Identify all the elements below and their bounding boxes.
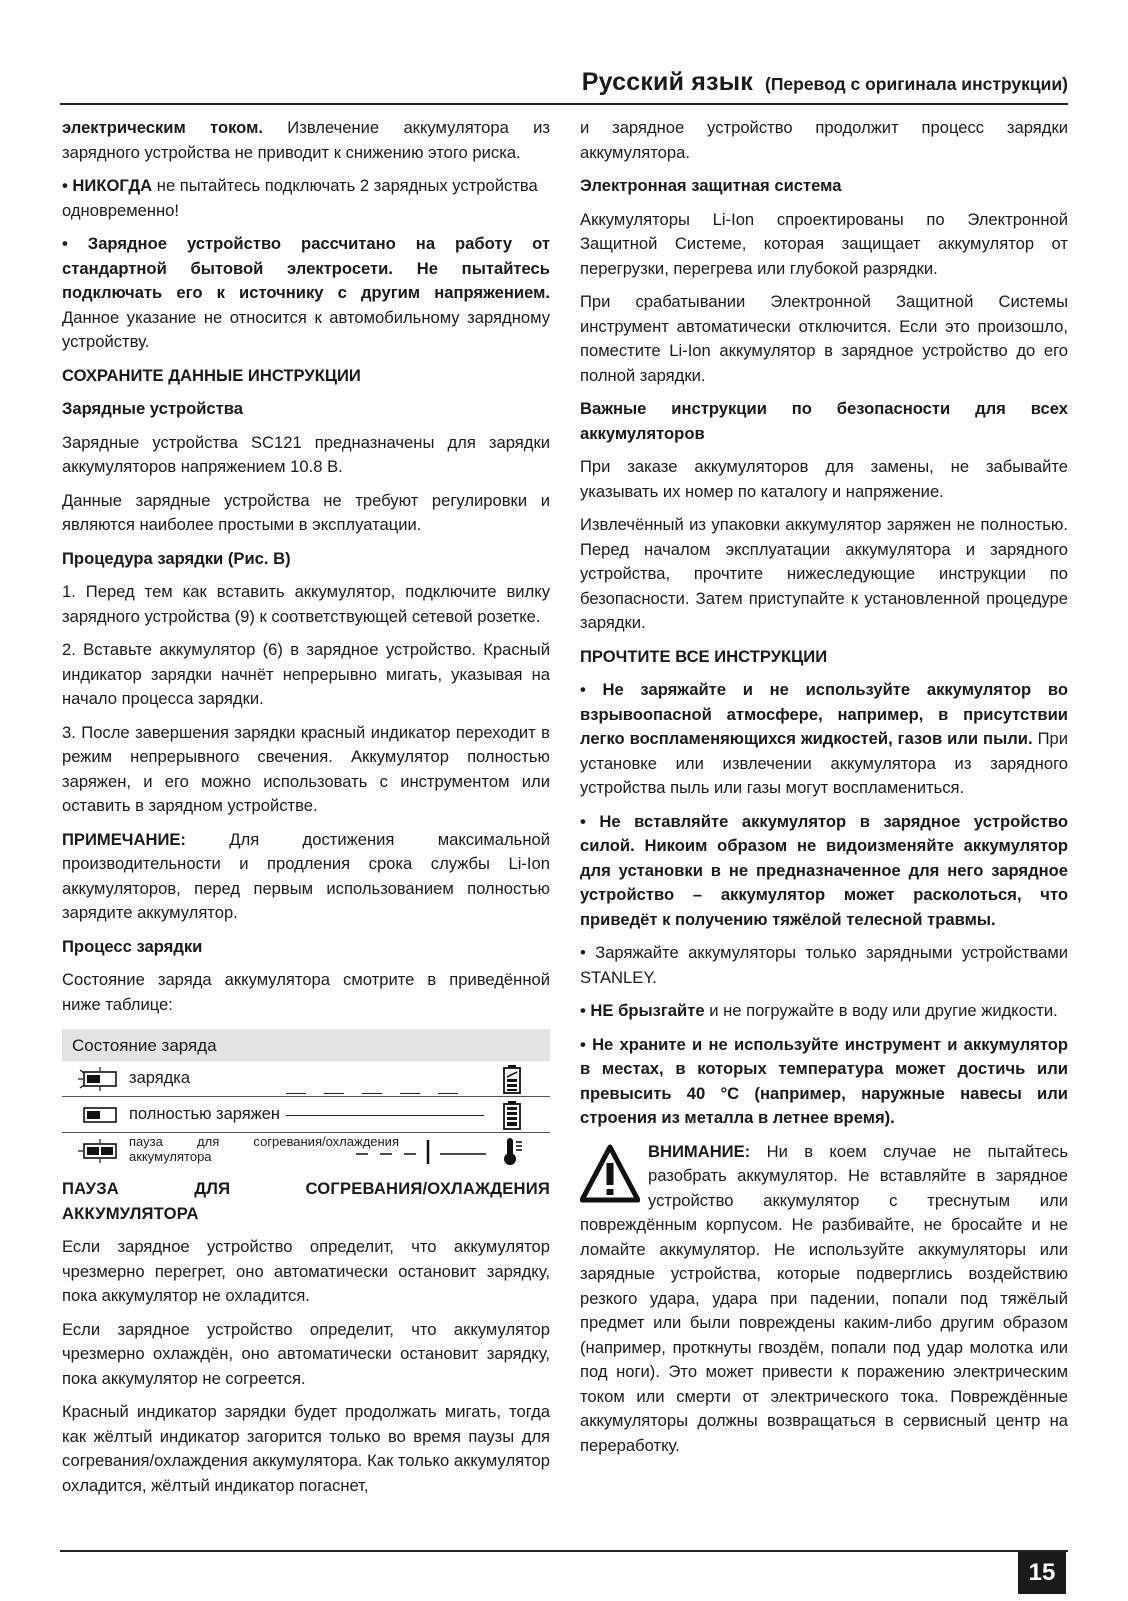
body-text: Извлечение аккумулятора из зарядного устройства не приводит к снижению этого риска.: [62, 118, 550, 162]
heading-read-all: ПРОЧТИТЕ ВСЕ ИНСТРУКЦИИ: [580, 646, 828, 666]
paragraph: Аккумуляторы Li-Ion спроектированы по Электронной Защитной Системе, которая защищает аккумулятор от перегрузки, перегрева или глубокой разрядки.: [580, 209, 1068, 278]
pause-pattern: [356, 1137, 486, 1165]
row-label: полностью заряжен: [129, 1105, 281, 1123]
heading-charging-procedure: Процедура зарядки (Рис. B): [62, 548, 291, 568]
note-label: ПРИМЕЧАНИЕ:: [62, 829, 186, 849]
battery-charging-icon: [502, 1064, 522, 1094]
thermometer-icon: [502, 1136, 526, 1166]
body-text: Ни в коем случае не пытайтесь разобрать аккумулятор. Не вставляйте в зарядное устройство аккумулятор с треснутым или повреждённым корпусом. Не разбивайте, не бросайте и не ломайте аккумулятор. Не используйте аккумуляторы или зарядные устройства, которые подверглись воздействию резкого удара, удара при падении, попали под тяжёлый предмет или были повреждены каким-либо другим образом (например, проткнуты гвоздём, попали под удар молотка или под ноги). Это может привести к поражению электрическим током или смерти от электрического тока. Повреждённые аккумуляторы должны возвращаться в сервисный центр на переработку.: [580, 1141, 1068, 1455]
bold-text: • Не храните и не используйте инструмент и аккумулятор в местах, в которых температура может достичь или превысить 40 °C (например, наружные навесы или строения из металла в летнее время).: [580, 1034, 1068, 1127]
warning-text: [580, 1140, 1068, 1459]
paragraph: и зарядное устройство продолжит процесс зарядки аккумулятора.: [580, 118, 1068, 162]
charge-status-table: [62, 1029, 550, 1168]
bullet: [580, 810, 1068, 933]
paragraph: Состояние заряда аккумулятора смотрите в приведённой ниже таблице:: [62, 970, 550, 1014]
bullet: [580, 678, 1068, 801]
bullet: [580, 999, 1068, 1024]
right-column: [580, 116, 1068, 1467]
charger-led-pause-icon: [78, 1139, 122, 1163]
step-3: 3. После завершения зарядки красный индикатор переходит в режим непрерывного свечения. Аккумулятор полностью заряжен, и его можно использовать с инструментом или оставить в зарядном устройстве.: [62, 722, 550, 815]
paragraph: Если зарядное устройство определит, что аккумулятор чрезмерно охлаждён, оно автоматически остановит зарядку, пока аккумулятор не согреется.: [62, 1319, 550, 1388]
warning-label: ВНИМАНИЕ:: [648, 1141, 751, 1161]
bold-text: • НИКОГДА: [62, 176, 153, 195]
table-row: [62, 1133, 550, 1168]
paragraph: Извлечённый из упаковки аккумулятор заряжен не полностью. Перед началом эксплуатации аккумулятора и зарядного устройства, прочтите нижеследующие инструкции по безопасности. Затем приступайте к установленной процедуре зарядки.: [580, 515, 1068, 632]
row-label: зарядка: [129, 1069, 191, 1087]
paragraph: Зарядные устройства SC121 предназначены для зарядки аккумуляторов напряжением 10.8 В.: [62, 432, 550, 476]
body-text: и не погружайте в воду или другие жидкости.: [704, 1001, 1058, 1020]
body-text: При установке или извлечении аккумулятора из зарядного устройства пыль или газы могут воспламениться.: [580, 729, 1068, 797]
language-title: Русский язык: [581, 68, 753, 96]
table-row: [62, 1061, 550, 1097]
bullet: [580, 1033, 1068, 1131]
charger-led-solid-icon: [78, 1103, 122, 1127]
page-header: [60, 68, 1068, 104]
bold-text: • НЕ брызгайте: [580, 1001, 705, 1020]
heading-pause: ПАУЗА ДЛЯ СОГРЕВАНИЯ/ОХЛАЖДЕНИЯ АККУМУЛЯТОРА: [62, 1179, 550, 1223]
page-number: 15: [1018, 1552, 1066, 1594]
heading-chargers: Зарядные устройства: [62, 399, 243, 418]
step-1: 1. Перед тем как вставить аккумулятор, подключите вилку зарядного устройства (9) к соответствующей сетевой розетке.: [62, 582, 550, 626]
paragraph: [62, 116, 550, 165]
heading-charging-process: Процесс зарядки: [62, 936, 203, 956]
bold-text: • Не заряжайте и не используйте аккумулятор во взрывоопасной атмосфере, например, в присутствии легко воспламеняющихся жидкостей, газов или пыли.: [580, 680, 1068, 748]
charger-led-blinking-icon: [78, 1067, 122, 1091]
note: [62, 828, 550, 926]
table-header: Состояние заряда: [62, 1029, 550, 1061]
heading-electronic-protection: Электронная защитная система: [580, 176, 842, 195]
left-column: [62, 116, 550, 1507]
paragraph: [62, 174, 550, 223]
header-rule: [60, 103, 1068, 105]
bold-text: • Зарядное устройство рассчитано на работу от стандартной бытовой электросети. Не пытайтесь подключать его к источнику с другим напряжением.: [62, 234, 550, 302]
paragraph: [62, 232, 550, 355]
warning-block: [580, 1140, 1068, 1459]
body-text: не пытайтесь подключать 2 зарядных устройства одновременно!: [62, 176, 538, 220]
table-row: [62, 1097, 550, 1133]
header-subtitle: (Перевод с оригинала инструкции): [765, 74, 1068, 94]
battery-full-icon: [502, 1100, 522, 1130]
bold-text: • Не вставляйте аккумулятор в зарядное устройство силой. Никоим образом не видоизменяйте аккумулятор для установки в не предназначенное для него зарядное устройство – аккумулятор может расколоться, что приведёт к получению тяжёлой телесной травмы.: [580, 811, 1068, 929]
heading-save-instructions: СОХРАНИТЕ ДАННЫЕ ИНСТРУКЦИИ: [62, 365, 361, 385]
paragraph: При срабатывании Электронной Защитной Системы инструмент автоматически отключится. Если это произошло, поместите Li-Ion аккумулятор в зарядное устройство до его полной зарядки.: [580, 292, 1068, 385]
paragraph: Красный индикатор зарядки будет продолжать мигать, тогда как жёлтый индикатор загорится только во время паузы для согревания/охлаждения аккумулятора. Как только аккумулятор охладится, жёлтый индикатор погаснет,: [62, 1402, 550, 1495]
bold-text: электрическим током.: [62, 118, 263, 137]
heading-battery-safety: Важные инструкции по безопасности для всех аккумуляторов: [580, 399, 1068, 443]
step-2: 2. Вставьте аккумулятор (6) в зарядное устройство. Красный индикатор зарядки начнёт непрерывно мигать, указывая на начало процесса зарядки.: [62, 640, 550, 708]
footer-rule: [60, 1550, 1068, 1552]
body-text: Данное указание не относится к автомобильному зарядному устройству.: [62, 307, 550, 351]
row-label: пауза для согревания/охлаждения аккумулятора: [129, 1134, 399, 1164]
warning-triangle-icon: [580, 1144, 640, 1204]
paragraph: При заказе аккумуляторов для замены, не забывайте указывать их номер по каталогу и напряжение.: [580, 457, 1068, 501]
paragraph: Если зарядное устройство определит, что аккумулятор чрезмерно перегрет, оно автоматически остановит зарядку, пока аккумулятор не охладится.: [62, 1237, 550, 1305]
note-text: Для достижения максимальной производительности и продления срока службы Li-Ion аккумуляторов, перед первым использованием полностью зарядите аккумулятор.: [62, 829, 550, 922]
solid-pattern: [286, 1115, 484, 1116]
bullet: • Заряжайте аккумуляторы только зарядными устройствами STANLEY.: [580, 943, 1068, 987]
paragraph: Данные зарядные устройства не требуют регулировки и являются наиболее простыми в эксплуатации.: [62, 490, 550, 534]
